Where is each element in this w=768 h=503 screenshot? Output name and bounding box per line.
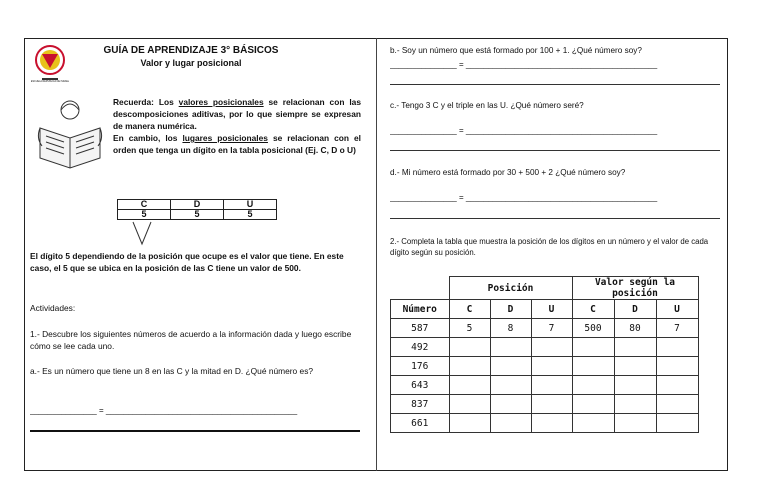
- cell-u[interactable]: [531, 338, 572, 357]
- table-row: [391, 414, 699, 433]
- cell-c[interactable]: [449, 357, 490, 376]
- cell-vc[interactable]: [572, 338, 614, 357]
- table-row: [391, 376, 699, 395]
- cell-u[interactable]: [531, 395, 572, 414]
- cell-vc[interactable]: [572, 357, 614, 376]
- table-row: [391, 395, 699, 414]
- question-d: d.- Mi número está formado por 30 + 500 + 2 ¿Qué número soy?: [390, 168, 626, 177]
- recuerda-lead-2: En cambio, los: [113, 133, 183, 143]
- cell-c[interactable]: [449, 376, 490, 395]
- cell-d[interactable]: [490, 338, 531, 357]
- cell-c[interactable]: [449, 414, 490, 433]
- cell-vu[interactable]: [656, 357, 698, 376]
- recuerda-text-2: se relacionan con el orden que tenga un dígito en la tabla posicional (Ej. C, D o U): [113, 133, 361, 155]
- pointer-arrow-icon: [130, 220, 154, 246]
- cell-vu[interactable]: [656, 376, 698, 395]
- pos-value-c: 5: [118, 210, 171, 220]
- cell-c[interactable]: [449, 395, 490, 414]
- table-row: [391, 357, 699, 376]
- cell-u: 7: [531, 319, 572, 338]
- number-cell: 837: [391, 395, 450, 414]
- number-cell: 492: [391, 338, 450, 357]
- answer-line-b[interactable]: _______________ = ___________________________________________: [390, 60, 658, 69]
- table-row: [391, 319, 699, 338]
- cell-vd[interactable]: [614, 357, 656, 376]
- recuerda-paragraph: [113, 96, 361, 156]
- table-body: [391, 319, 699, 433]
- activities-label: Actividades:: [30, 303, 76, 313]
- position-value-table: [390, 276, 699, 433]
- header-val-u: U: [656, 300, 698, 319]
- pos-header-d: D: [171, 200, 224, 210]
- number-cell: 587: [391, 319, 450, 338]
- question-c: c.- Tengo 3 C y el triple en las U. ¿Qué número seré?: [390, 101, 584, 110]
- cell-vd[interactable]: [614, 338, 656, 357]
- page-subtitle: Valor y lugar posicional: [140, 58, 242, 68]
- separator-line-d: [390, 218, 720, 219]
- question-a: a.- Es un número que tiene un 8 en las C y la mitad en D. ¿Qué número es?: [30, 366, 314, 376]
- pos-header-c: C: [118, 200, 171, 210]
- recuerda-text-1: se relacionan con las descomposiciones aditivas, por lo que siempre se expresan de manera numérica.: [113, 97, 361, 131]
- header-pos-c: C: [449, 300, 490, 319]
- table-corner: [391, 277, 450, 300]
- column-divider: [376, 38, 377, 471]
- cell-vc[interactable]: [572, 414, 614, 433]
- position-example-table: [117, 199, 277, 220]
- question-1: 1.- Descubre los siguientes números de acuerdo a la información dada y luego escribe cómo se lee cada uno.: [30, 329, 352, 351]
- recuerda-lead: Recuerda: Los: [113, 97, 179, 107]
- cell-u[interactable]: [531, 414, 572, 433]
- cell-vd[interactable]: [614, 395, 656, 414]
- school-name: ESCUELA REPUBLICA DE ISRAEL: [30, 80, 70, 83]
- cell-u[interactable]: [531, 376, 572, 395]
- answer-line-c[interactable]: _______________ = ___________________________________________: [390, 126, 658, 135]
- cell-vu[interactable]: [656, 395, 698, 414]
- question-2: 2.- Completa la tabla que muestra la posición de los dígitos en un número y el valor de cada dígito según su posición.: [390, 237, 709, 257]
- group-header-value: Valor según la posición: [572, 277, 698, 300]
- cell-vc[interactable]: [572, 395, 614, 414]
- group-header-position: Posición: [449, 277, 572, 300]
- table-row: [391, 338, 699, 357]
- page-title: GUÍA DE APRENDIZAJE 3° BÁSICOS: [103, 45, 279, 56]
- separator-line: [30, 430, 360, 432]
- cell-d[interactable]: [490, 414, 531, 433]
- header-pos-u: U: [531, 300, 572, 319]
- cell-d[interactable]: [490, 395, 531, 414]
- question-b: b.- Soy un número que está formado por 100 + 1. ¿Qué número soy?: [390, 46, 642, 55]
- header-number: Número: [391, 300, 450, 319]
- cell-d[interactable]: [490, 357, 531, 376]
- cell-vc: 500: [572, 319, 614, 338]
- cell-u[interactable]: [531, 357, 572, 376]
- reading-person-icon: [34, 98, 106, 170]
- separator-line-b: [390, 84, 720, 85]
- answer-line-d[interactable]: _______________ = ___________________________________________: [390, 193, 658, 202]
- explanation-text: El dígito 5 dependiendo de la posición que ocupe es el valor que tiene. En este caso, el 5 que se ubica en la posición de las C tiene un valor de 500.: [30, 251, 344, 273]
- cell-vu: 7: [656, 319, 698, 338]
- header-val-c: C: [572, 300, 614, 319]
- cell-vu[interactable]: [656, 338, 698, 357]
- number-cell: 643: [391, 376, 450, 395]
- term-valores-posicionales: valores posicionales: [178, 97, 264, 107]
- number-cell: 176: [391, 357, 450, 376]
- pos-value-d: 5: [171, 210, 224, 220]
- cell-d: 8: [490, 319, 531, 338]
- answer-line-a[interactable]: _______________ = ___________________________________________: [30, 406, 298, 415]
- pos-value-u: 5: [224, 210, 277, 220]
- header-pos-d: D: [490, 300, 531, 319]
- cell-vd[interactable]: [614, 376, 656, 395]
- cell-vd: 80: [614, 319, 656, 338]
- cell-vc[interactable]: [572, 376, 614, 395]
- cell-vd[interactable]: [614, 414, 656, 433]
- cell-d[interactable]: [490, 376, 531, 395]
- term-lugares-posicionales: lugares posicionales: [182, 133, 268, 143]
- cell-c: 5: [449, 319, 490, 338]
- cell-vu[interactable]: [656, 414, 698, 433]
- cell-c[interactable]: [449, 338, 490, 357]
- separator-line-c: [390, 150, 720, 151]
- header-val-d: D: [614, 300, 656, 319]
- pos-header-u: U: [224, 200, 277, 210]
- number-cell: 661: [391, 414, 450, 433]
